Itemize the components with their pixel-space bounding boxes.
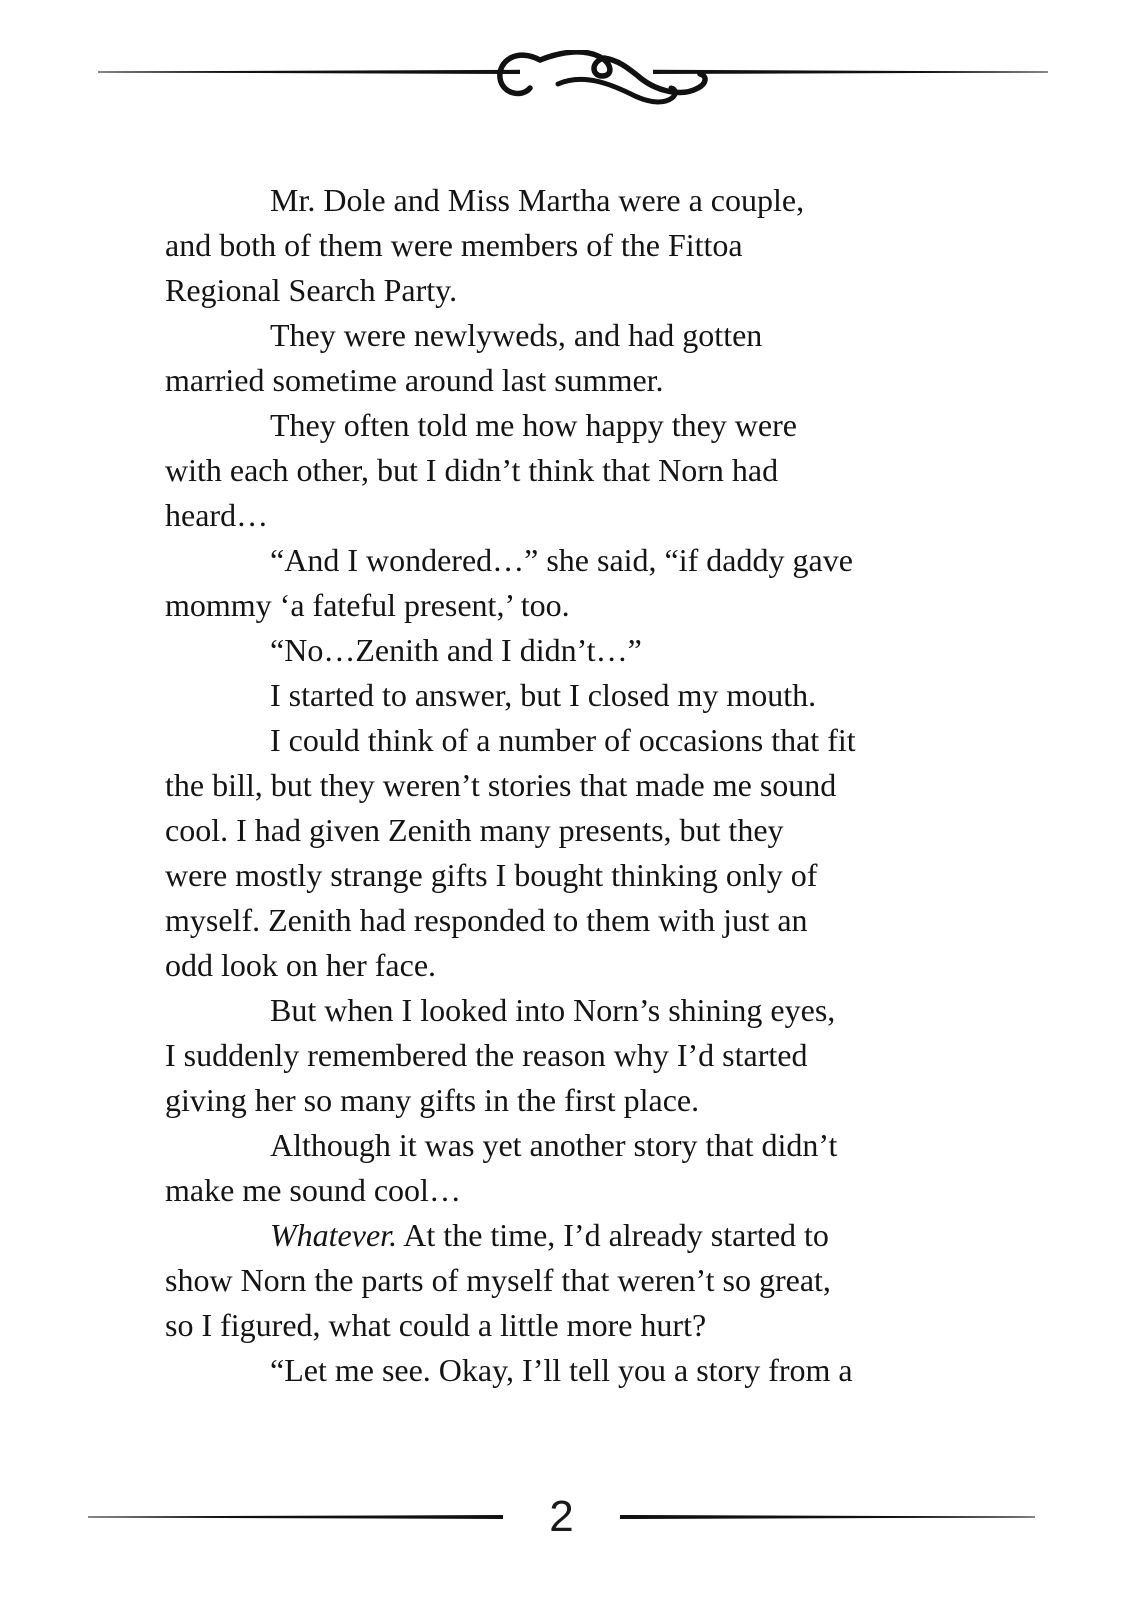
body-text xyxy=(165,178,985,1393)
text-line: and both of them were members of the Fittoa xyxy=(165,227,743,263)
text-line: I could think of a number of occasions that fit xyxy=(270,722,856,758)
page-number: 2 xyxy=(549,1492,574,1541)
text-line: Mr. Dole and Miss Martha were a couple, xyxy=(270,182,805,218)
text-line: I suddenly remembered the reason why I’d started xyxy=(165,1037,808,1073)
text-line: heard… xyxy=(165,497,269,533)
paragraph xyxy=(165,538,985,628)
paragraph xyxy=(165,1213,985,1348)
paragraph xyxy=(165,673,985,718)
text-line: with each other, but I didn’t think that Norn had xyxy=(165,452,779,488)
text-line: make me sound cool… xyxy=(165,1172,461,1208)
text-line: Regional Search Party. xyxy=(165,272,458,308)
paragraph xyxy=(165,628,985,673)
footer-line-right xyxy=(620,1513,1035,1521)
text-line: I started to answer, but I closed my mouth. xyxy=(270,677,817,713)
text-line: the bill, but they weren’t stories that made me sound xyxy=(165,767,837,803)
paragraph xyxy=(165,988,985,1123)
text-line: were mostly strange gifts I bought thinking only of xyxy=(165,857,818,893)
text-line: “And I wondered…” she said, “if daddy gave xyxy=(270,542,853,578)
paragraph xyxy=(165,313,985,403)
paragraph xyxy=(165,403,985,538)
text-line: Whatever. At the time, I’d already started to xyxy=(270,1217,829,1253)
calligraphic-swirl-icon xyxy=(470,50,730,114)
paragraph xyxy=(165,1123,985,1213)
paragraph xyxy=(165,718,985,988)
paragraph xyxy=(165,178,985,313)
divider-line-right xyxy=(653,68,1048,76)
italic-text: Whatever. xyxy=(270,1217,398,1253)
text-line: cool. I had given Zenith many presents, but they xyxy=(165,812,784,848)
text-line: But when I looked into Norn’s shining eyes, xyxy=(270,992,836,1028)
text-line: They often told me how happy they were xyxy=(270,407,797,443)
text-line: Although it was yet another story that didn’t xyxy=(270,1127,838,1163)
text-line: “No…Zenith and I didn’t…” xyxy=(270,632,642,668)
text-line: show Norn the parts of myself that weren’t so great, xyxy=(165,1262,831,1298)
text-line: They were newlyweds, and had gotten xyxy=(270,317,763,353)
text-line: so I figured, what could a little more hurt? xyxy=(165,1307,707,1343)
text-line: odd look on her face. xyxy=(165,947,437,983)
text-line: “Let me see. Okay, I’ll tell you a story from a xyxy=(270,1352,853,1388)
page-footer xyxy=(88,1492,1035,1542)
paragraph xyxy=(165,1348,985,1393)
text-line: giving her so many gifts in the first place. xyxy=(165,1082,700,1118)
text-line: mommy ‘a fateful present,’ too. xyxy=(165,587,570,623)
text-line: myself. Zenith had responded to them with just an xyxy=(165,902,808,938)
footer-line-left xyxy=(88,1513,503,1521)
top-divider xyxy=(98,50,1048,114)
divider-line-left xyxy=(98,68,520,76)
text-line: married sometime around last summer. xyxy=(165,362,664,398)
